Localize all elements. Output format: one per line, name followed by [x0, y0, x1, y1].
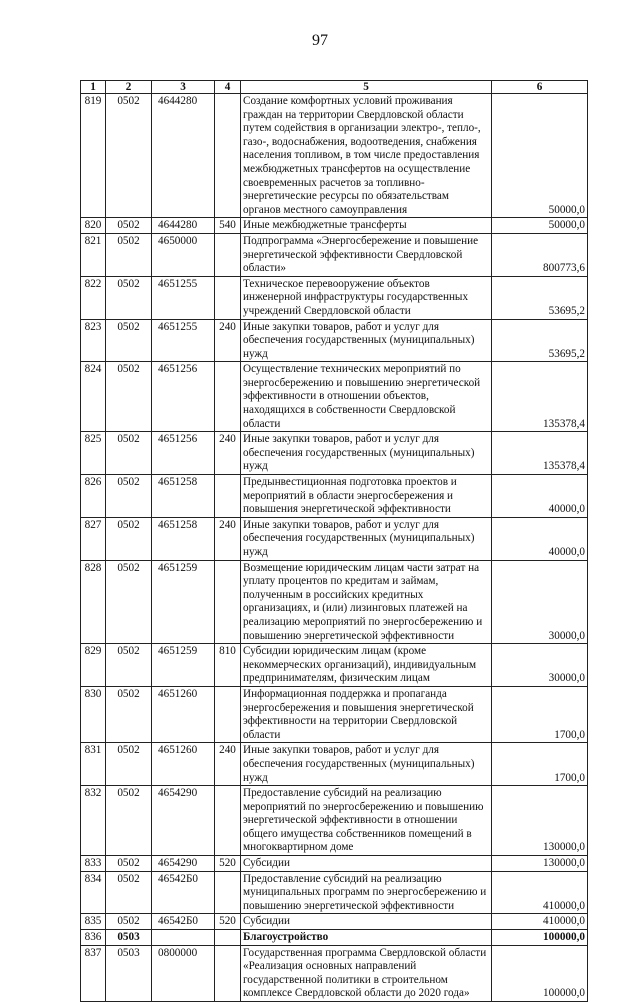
amount-cell: 135378,4 — [492, 362, 588, 432]
item-name-cell: Благоустройство — [241, 930, 492, 946]
target-item-cell: 4644280 — [152, 94, 215, 218]
table-row — [81, 94, 588, 218]
row-number-cell: 836 — [81, 930, 106, 946]
expense-type-cell — [215, 930, 241, 946]
expense-type-cell — [215, 871, 241, 914]
expense-type-cell — [215, 233, 241, 276]
section-code-cell: 0502 — [106, 362, 152, 432]
target-item-cell: 4644280 — [152, 218, 215, 234]
expense-type-cell — [215, 475, 241, 518]
amount-cell: 53695,2 — [492, 319, 588, 362]
section-code-cell: 0502 — [106, 94, 152, 218]
table-row — [81, 743, 588, 786]
target-item-cell: 4651256 — [152, 362, 215, 432]
amount-cell: 135378,4 — [492, 432, 588, 475]
row-number-cell: 822 — [81, 276, 106, 319]
row-number-cell: 826 — [81, 475, 106, 518]
amount-cell: 100000,0 — [492, 945, 588, 1001]
expense-type-cell — [215, 560, 241, 644]
table-row — [81, 686, 588, 742]
target-item-cell: 4651255 — [152, 276, 215, 319]
table-row — [81, 871, 588, 914]
item-name-cell: Возмещение юридическим лицам части затрат на уплату процентов по кредитам и займам, полученным в российских кредитных организациях, и (или) лизинговых платежей на реализацию мероприятий по энергосбережению и повышению энергетической эффективности — [241, 560, 492, 644]
expense-type-cell — [215, 786, 241, 856]
table-row — [81, 218, 588, 234]
row-number-cell: 829 — [81, 644, 106, 687]
section-code-cell: 0502 — [106, 475, 152, 518]
row-number-cell: 830 — [81, 686, 106, 742]
expense-type-cell: 240 — [215, 517, 241, 560]
target-item-cell: 4651258 — [152, 475, 215, 518]
target-item-cell — [152, 930, 215, 946]
table-row — [81, 644, 588, 687]
expense-type-cell — [215, 94, 241, 218]
table-row — [81, 233, 588, 276]
table-row — [81, 914, 588, 930]
row-number-cell: 827 — [81, 517, 106, 560]
expense-type-cell: 810 — [215, 644, 241, 687]
item-name-cell: Создание комфортных условий проживания граждан на территории Свердловской области путем содействия в организации электро-, тепло-, газо-, водоснабжения, водоотведения, снабжения населения топливом, в том числе предоставления межбюджетных трансфертов на осуществление своевременных расчетов за топливно-энергетические ресурсы по обязательствам органов местного самоуправления — [241, 94, 492, 218]
amount-cell: 1700,0 — [492, 743, 588, 786]
row-number-cell: 821 — [81, 233, 106, 276]
row-number-cell: 834 — [81, 871, 106, 914]
row-number-cell: 832 — [81, 786, 106, 856]
amount-cell: 800773,6 — [492, 233, 588, 276]
item-name-cell: Иные закупки товаров, работ и услуг для обеспечения государственных (муниципальных) нужд — [241, 319, 492, 362]
expense-type-cell — [215, 362, 241, 432]
item-name-cell: Субсидии — [241, 856, 492, 872]
amount-cell: 40000,0 — [492, 517, 588, 560]
amount-cell: 100000,0 — [492, 930, 588, 946]
header-cell-4: 4 — [215, 81, 241, 94]
row-number-cell: 820 — [81, 218, 106, 234]
table-row — [81, 945, 588, 1001]
amount-cell: 30000,0 — [492, 560, 588, 644]
row-number-cell: 819 — [81, 94, 106, 218]
amount-cell: 50000,0 — [492, 218, 588, 234]
target-item-cell: 4650000 — [152, 233, 215, 276]
section-code-cell: 0502 — [106, 233, 152, 276]
table-row — [81, 856, 588, 872]
amount-cell: 410000,0 — [492, 871, 588, 914]
section-code-cell: 0502 — [106, 319, 152, 362]
item-name-cell: Осуществление технических мероприятий по энергосбережению и повышению энергетической эффективности в отношении объектов, находящихся в собственности Свердловской области — [241, 362, 492, 432]
amount-cell: 410000,0 — [492, 914, 588, 930]
item-name-cell: Иные закупки товаров, работ и услуг для обеспечения государственных (муниципальных) нужд — [241, 432, 492, 475]
item-name-cell: Иные закупки товаров, работ и услуг для обеспечения государственных (муниципальных) нужд — [241, 743, 492, 786]
target-item-cell: 4651260 — [152, 686, 215, 742]
amount-cell: 40000,0 — [492, 475, 588, 518]
section-code-cell: 0502 — [106, 871, 152, 914]
target-item-cell: 4651259 — [152, 644, 215, 687]
header-cell-6: 6 — [492, 81, 588, 94]
expense-type-cell — [215, 945, 241, 1001]
budget-table — [80, 80, 588, 1002]
amount-cell: 130000,0 — [492, 786, 588, 856]
target-item-cell: 4651256 — [152, 432, 215, 475]
table-row — [81, 362, 588, 432]
item-name-cell: Информационная поддержка и пропаганда энергосбережения и повышения энергетической эффективности на территории Свердловской области — [241, 686, 492, 742]
expense-type-cell — [215, 686, 241, 742]
table-row — [81, 517, 588, 560]
item-name-cell: Предоставление субсидий на реализацию мероприятий по энергосбережению и повышению энергетической эффективности в отношении общего имущества собственников помещений в многоквартирном доме — [241, 786, 492, 856]
section-code-cell: 0502 — [106, 856, 152, 872]
target-item-cell: 4651259 — [152, 560, 215, 644]
table-row — [81, 560, 588, 644]
row-number-cell: 833 — [81, 856, 106, 872]
item-name-cell: Субсидии — [241, 914, 492, 930]
item-name-cell: Техническое перевооружение объектов инженерной инфраструктуры государственных учреждений Свердловской области — [241, 276, 492, 319]
row-number-cell: 831 — [81, 743, 106, 786]
section-code-cell: 0502 — [106, 432, 152, 475]
amount-cell: 30000,0 — [492, 644, 588, 687]
target-item-cell: 4651260 — [152, 743, 215, 786]
row-number-cell: 837 — [81, 945, 106, 1001]
table-row — [81, 475, 588, 518]
amount-cell: 50000,0 — [492, 94, 588, 218]
target-item-cell: 0800000 — [152, 945, 215, 1001]
expense-type-cell: 520 — [215, 856, 241, 872]
target-item-cell: 46542Б0 — [152, 914, 215, 930]
table-row — [81, 432, 588, 475]
amount-cell: 53695,2 — [492, 276, 588, 319]
expense-type-cell: 520 — [215, 914, 241, 930]
item-name-cell: Субсидии юридическим лицам (кроме некоммерческих организаций), индивидуальным предпринимателям, физическим лицам — [241, 644, 492, 687]
section-code-cell: 0502 — [106, 644, 152, 687]
section-code-cell: 0503 — [106, 945, 152, 1001]
section-code-cell: 0502 — [106, 686, 152, 742]
table-row — [81, 786, 588, 856]
item-name-cell: Предоставление субсидий на реализацию муниципальных программ по энергосбережению и повышению энергетической эффективности — [241, 871, 492, 914]
table-row — [81, 319, 588, 362]
table-row — [81, 276, 588, 319]
expense-type-cell: 240 — [215, 319, 241, 362]
section-code-cell: 0502 — [106, 786, 152, 856]
row-number-cell: 825 — [81, 432, 106, 475]
page-number: 97 — [312, 32, 328, 49]
row-number-cell: 835 — [81, 914, 106, 930]
section-code-cell: 0502 — [106, 560, 152, 644]
section-code-cell: 0502 — [106, 517, 152, 560]
section-code-cell: 0502 — [106, 276, 152, 319]
amount-cell: 130000,0 — [492, 856, 588, 872]
target-item-cell: 4651255 — [152, 319, 215, 362]
expense-type-cell: 540 — [215, 218, 241, 234]
row-number-cell: 823 — [81, 319, 106, 362]
item-name-cell: Иные закупки товаров, работ и услуг для обеспечения государственных (муниципальных) нужд — [241, 517, 492, 560]
expense-type-cell: 240 — [215, 432, 241, 475]
header-cell-1: 1 — [81, 81, 106, 94]
header-cell-5: 5 — [241, 81, 492, 94]
item-name-cell: Иные межбюджетные трансферты — [241, 218, 492, 234]
header-row — [81, 81, 588, 94]
section-code-cell: 0502 — [106, 743, 152, 786]
target-item-cell: 4654290 — [152, 856, 215, 872]
item-name-cell: Подпрограмма «Энергосбережение и повышение энергетической эффективности Свердловской области» — [241, 233, 492, 276]
row-number-cell: 828 — [81, 560, 106, 644]
item-name-cell: Государственная программа Свердловской области «Реализация основных направлений государственной политики в строительном комплексе Свердловской области до 2020 года» — [241, 945, 492, 1001]
row-number-cell: 824 — [81, 362, 106, 432]
target-item-cell: 46542Б0 — [152, 871, 215, 914]
header-cell-2: 2 — [106, 81, 152, 94]
amount-cell: 1700,0 — [492, 686, 588, 742]
header-cell-3: 3 — [152, 81, 215, 94]
expense-type-cell: 240 — [215, 743, 241, 786]
expense-type-cell — [215, 276, 241, 319]
target-item-cell: 4654290 — [152, 786, 215, 856]
section-code-cell: 0503 — [106, 930, 152, 946]
section-code-cell: 0502 — [106, 914, 152, 930]
section-code-cell: 0502 — [106, 218, 152, 234]
target-item-cell: 4651258 — [152, 517, 215, 560]
item-name-cell: Предынвестиционная подготовка проектов и мероприятий в области энергосбережения и повышения энергетической эффективности — [241, 475, 492, 518]
table-row — [81, 930, 588, 946]
table-body — [81, 94, 588, 1002]
